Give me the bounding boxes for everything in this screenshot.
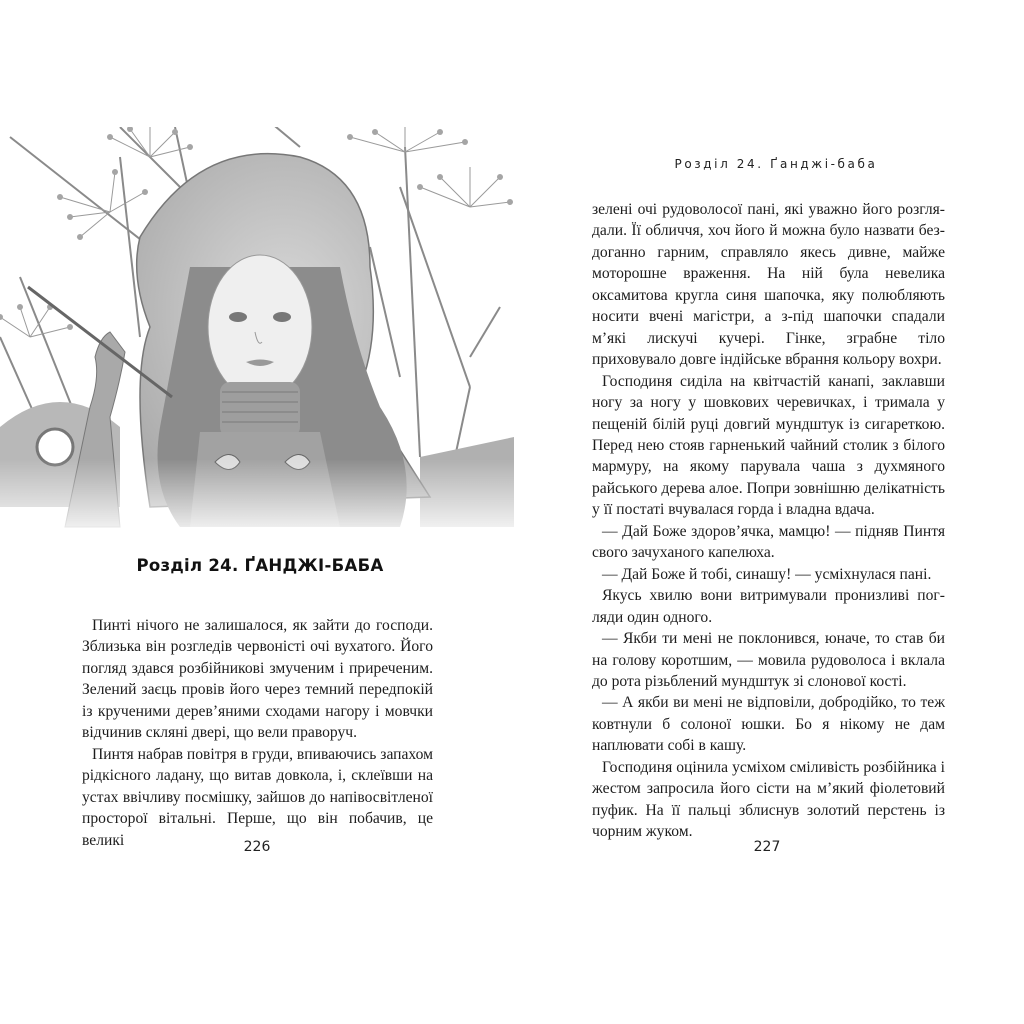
- running-head: Розділ 24. Ґанджі-баба: [674, 157, 878, 171]
- dialogue-line: — Якби ти мені не поклонився, юначе, то став би на голову коротшим, — мовила рудоволоса і вклала до рота різьблений мундштук зі слонової кості.: [592, 630, 945, 690]
- dialogue-line: — Дай Боже й тобі, синашу! — усміхнулася пані.: [602, 565, 932, 583]
- portrait-drawing-icon: [0, 127, 514, 542]
- paragraph: Пинтя набрав повітря в груди, впиваючись запахом рідкісного ладану, що витав довкола, і, склеївши на устах ввічливу посмішку, зайшов до напівосвітленої просторої вітальні. Перше, що він побачив, це великі: [82, 745, 433, 849]
- paragraph: Господиня сиділа на квітчастій канапі, заклавши ногу за ногу у шовкових черевичках, і тримала у пещеній білій руці довгий мундштук із сигареткою. Перед нею стояв гарненький чайний столик з білого мармуру, на якому парувала чаша з духмяного райського дерева алое. Попри зовнішню делікатність у її постаті вчувалася горда і владна вдача.: [592, 372, 945, 519]
- illustration-image: [0, 127, 514, 542]
- chapter-title: Розділ 24. ҐАНДЖІ-БАБА: [136, 556, 384, 575]
- right-page: [512, 0, 1024, 1024]
- page-number: 227: [753, 839, 781, 855]
- left-page-body: [82, 615, 433, 851]
- paragraph: Господиня оцінила усміхом сміливість розбійника і жестом запросила його сісти на м’який фіолетовий пуфик. На її пальці зблиснув золотий перстень із чорним жуком.: [592, 758, 945, 841]
- dialogue-line: — А якби ви мені не відповіли, добродійко, то теж ковтнули б солоної юшки. Бо я нікому не дам наплювати собі в кашу.: [592, 694, 945, 755]
- page-number: 226: [243, 839, 271, 855]
- paragraph: Пинті нічого не залишалося, як зайти до господи. Зблизька він розгледів червоністі очі вухатого. Його погляд здався розбійникові змученим і приреченим. Зелений заєць провів його через темний передпокій із крученими дерев’яними сходами нагору і мовчки відчинив скляні двері, що вели праворуч.: [82, 617, 433, 742]
- paragraph: Якусь хвилю вони витримували пронизливі погляди один одного.: [592, 587, 945, 626]
- dialogue-line: — Дай Боже здоров’ячка, мамцю! — підняв Пинтя свого зачуханого капелюха.: [592, 522, 945, 562]
- paragraph-continuation: зелені очі рудоволосої пані, які уважно його розглядали. Її обличчя, хоч його й можна було назвати бездоганно гарним, справляло якесь дивне, майже моторошне враження. На ній була невелика оксамитова кругла синя шапочка, яку полюбляють носити вчені магістри, а з-під шапочки спадали м’які лискучі кучері. Гінке, зграбне тіло приховувало довге індійське вбрання кольору вохри.: [592, 201, 945, 369]
- right-page-body: [592, 199, 945, 843]
